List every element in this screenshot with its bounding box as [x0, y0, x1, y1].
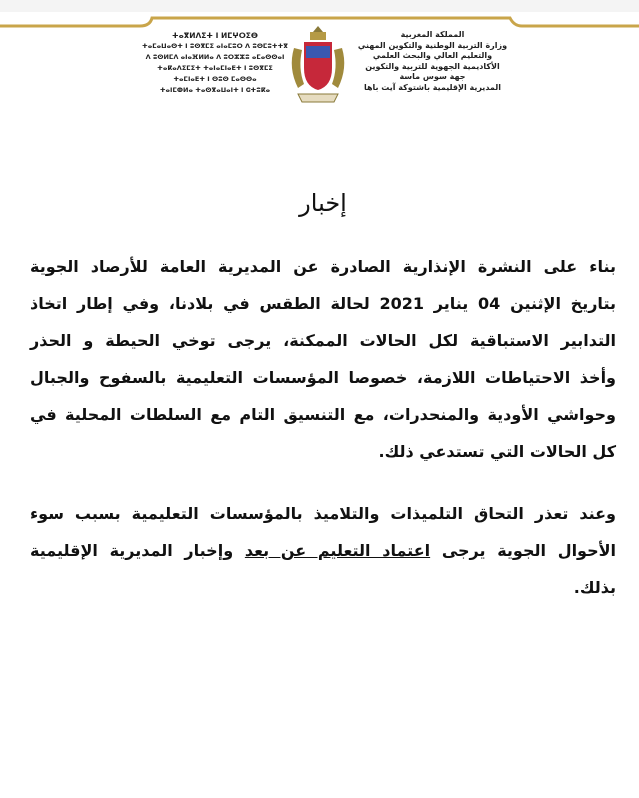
arabic-header-line: جهة سوس ماسة — [399, 72, 466, 81]
document-title: إخبار — [299, 189, 347, 217]
arabic-header — [355, 30, 510, 93]
text-line: وأخذ الاحتياطات اللازمة، خصوصا المؤسسات التعليمية بالسفوح والجبال — [30, 368, 616, 387]
text-line — [30, 532, 616, 569]
document-body — [30, 186, 616, 606]
text-line: وعند تعذر التحاق التلميذات والتلاميذ بالمؤسسات التعليمية بسبب سوء — [30, 504, 616, 523]
text-segment: الأحوال الجوية يرجى — [430, 541, 617, 560]
tifinagh-line: ⵜⴰⴽⴰⴷⵉⵎⵉⵜ ⵜⴰⵏⴰⵎⵏⴰⴹⵜ ⵏ ⵓⵙⴳⵎⵉ — [157, 64, 273, 72]
tifinagh-line: ⵜⴰⴳⵍⴷⵉⵜ ⵏ ⵍⵎⵖⵔⵉⴱ — [172, 31, 258, 40]
text-line: كل الحالات التي تستدعي ذلك. — [378, 442, 616, 461]
arabic-header-line: المملكة المغربية — [400, 30, 465, 39]
text-line: بناء على النشرة الإنذارية الصادرة عن المديرية العامة للأرصاد الجوية — [30, 257, 616, 276]
paragraph-2 — [30, 495, 616, 606]
top-strip — [0, 0, 639, 12]
underlined-remote-learning: اعتماد التعليم عن بعد — [244, 541, 431, 560]
paragraph-1 — [30, 248, 616, 470]
tifinagh-line: ⴷ ⵓⵙⵍⵎⴷ ⴰⵏⴰⴼⵍⵍⴰ ⴷ ⵓⵔⵣⵣⵓ ⴰⵎⴰⵙⵙⴰⵏ — [145, 53, 285, 61]
tifinagh-line: ⵜⴰⵏⵎⵀⵍⴰ ⵜⴰⵙⴳⴰⵡⴰⵏⵜ ⵏ ⵛⵜⵓⴽⴰ — [159, 86, 271, 94]
text-segment: وإخبار المديرية الإقليمية — [30, 541, 245, 560]
tifinagh-line: ⵜⴰⵎⴰⵡⴰⵙⵜ ⵏ ⵓⵙⴳⵎⵉ ⴰⵏⴰⵎⵓⵔ ⴷ ⵓⵙⵎⵓⵜⵜⴳ — [142, 42, 288, 50]
text-line: التدابير الاستباقية لكل الحالات الممكنة، يرجى توخي الحيطة و الحذر — [30, 331, 616, 350]
tifinagh-line: ⵜⴰⵎⵏⴰⴹⵜ ⵏ ⵙⵓⵙ ⵎⴰⵙⵙⴰ — [173, 75, 257, 83]
text-line: وحواشي الأودية والمنحدرات، مع التنسيق التام مع السلطات المحلية في — [30, 405, 616, 424]
arabic-header-line: المديرية الإقليمية باشتوكة آيت باها — [363, 82, 502, 92]
arabic-header-line: وزارة التربية الوطنية والتكوين المهني — [357, 40, 508, 50]
arabic-header-line: الأكاديمية الجهوية للتربية والتكوين — [365, 61, 500, 71]
text-line: بذلك. — [573, 578, 616, 597]
tifinagh-header — [140, 30, 290, 96]
moroccan-coat-of-arms-logo — [288, 24, 348, 108]
arabic-header-line: والتعليم العالي والبحث العلمي — [372, 51, 493, 60]
text-line: بتاريخ الإثنين 04 يناير 2021 لحالة الطقس في بلادنا، وفي إطار اتخاذ — [30, 294, 616, 313]
